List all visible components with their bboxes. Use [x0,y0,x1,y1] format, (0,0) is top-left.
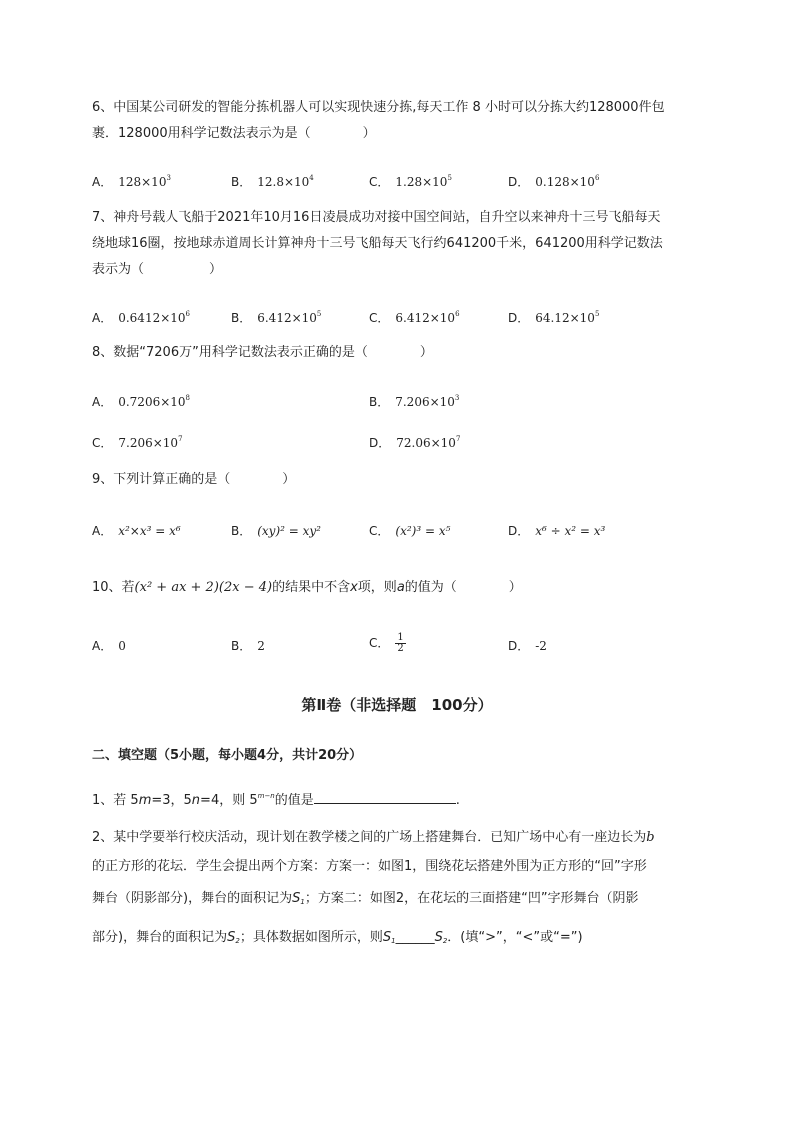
s-symbol: S [227,930,236,945]
fraction-numerator: 1 [397,632,404,643]
fill2-line1 [92,828,655,848]
option-exponent: 5 [447,174,452,182]
q6-option-b[interactable] [231,169,314,191]
fill1-stem [92,786,460,811]
q7-option-b[interactable] [231,305,321,327]
fill1-var-m: m [138,793,152,808]
option-expression: (xy)² = xy² [257,524,321,538]
fill2-line4b: ；具体数据如图所示，则 [239,930,383,945]
fill1-end: . [455,793,460,808]
s-subscript: 2 [442,937,448,945]
option-exponent: 8 [185,394,190,402]
option-label: D． [508,524,530,538]
option-label: C． [369,636,390,650]
q7-stem-line1: 7、神舟号载人飞船于2021年10月16日凌晨成功对接中国空间站，自升空以来神舟十三号飞船每天 [92,210,661,225]
option-exponent: 6 [455,310,460,318]
q10-mid1: 的结果中不含 [272,580,351,595]
section2-title: 二、填空题（5小题，每小题4分，共计20分） [92,748,363,763]
q10-expression: (x² + ax + 2)(2x − 4) [134,580,273,595]
option-label: B． [231,311,252,325]
option-label: C． [369,175,390,189]
option-exponent: 5 [316,310,322,318]
q8-option-a[interactable] [92,389,190,411]
q7-option-d[interactable] [508,305,599,327]
q7-option-a[interactable] [92,305,190,327]
option-base: 64.12×10 [535,311,595,325]
part2-title: 第Ⅱ卷（非选择题 100分） [301,696,493,714]
option-exponent: 3 [166,174,171,182]
fraction [395,633,405,654]
q8-option-c[interactable] [92,430,183,452]
option-base: 12.8×10 [257,175,310,189]
q8-option-d[interactable] [369,430,460,452]
q10-var-a: a [396,580,405,595]
option-expression: x²×x³ = x⁶ [118,524,181,538]
s-symbol: S [434,930,443,945]
fill1-exponent: m−n [257,792,275,800]
q8-option-b[interactable] [369,389,459,411]
option-exponent: 6 [594,174,600,182]
s-symbol: S [292,891,301,906]
option-exponent: 7 [178,435,183,443]
q8-stem: 8、数据“7206万”用科学记数法表示正确的是（ ） [92,345,433,360]
option-base: 6.412×10 [257,311,317,325]
q7-option-c[interactable] [369,305,460,327]
s-subscript: 1 [300,898,305,906]
option-base: 0.6412×10 [118,311,186,325]
q10-mid2: 项，则 [357,580,397,595]
q9-option-d[interactable] [508,522,605,540]
q6-option-a[interactable] [92,169,171,191]
option-exponent: 4 [309,174,314,182]
option-value: 0 [118,639,126,653]
option-label: C． [369,524,390,538]
fill2-line3 [92,889,639,912]
fill2-line1-text: 2、某中学要举行校庆活动，现计划在教学楼之间的广场上搭建舞台．已知广场中心有一座边长为 [92,830,647,845]
q9-option-c[interactable] [369,522,450,540]
option-label: A． [92,175,113,189]
fill2-line4 [92,928,583,951]
option-base: 128×10 [118,175,167,189]
option-expression: (x²)³ = x⁵ [395,524,451,538]
option-label: C． [92,436,113,450]
option-base: 0.7206×10 [118,395,186,409]
option-exponent: 6 [185,310,190,318]
fill2-line3a: 舞台（阴影部分)，舞台的面积记为 [92,891,293,906]
option-expression: x⁶ ÷ x² = x³ [535,524,606,538]
fill1-eq1: =3，5 [151,793,192,808]
option-exponent: 5 [594,310,600,318]
option-label: B． [231,524,252,538]
q9-option-a[interactable] [92,522,181,540]
option-base: 1.28×10 [395,175,448,189]
option-label: D． [369,436,391,450]
fill2-line4d: ．(填“>”，“<”或“=”) [447,930,583,945]
option-label: B． [231,639,252,653]
option-label: D． [508,311,530,325]
q6-option-d[interactable] [508,169,599,191]
fill1-var-n: n [191,793,201,808]
q10-prefix: 10、若 [92,580,135,595]
fill2-line4a: 部分)，舞台的面积记为 [92,930,228,945]
fraction-denominator: 2 [397,643,404,654]
option-base: 0.128×10 [535,175,595,189]
s-subscript: 2 [235,937,240,945]
fill2-line2: 的正方形的花坛．学生会提出两个方案：方案一：如图1，围绕花坛搭建外围为正方形的“回”字形 [92,859,647,874]
option-label: A． [92,524,113,538]
q7-stem-line3: 表示为（ ） [92,262,223,277]
fill1-answer-blank[interactable] [314,803,456,804]
fill2-answer-blank[interactable]: ______ [395,930,435,945]
fill2-s1 [292,891,305,906]
option-label: A． [92,395,113,409]
q10-option-b[interactable] [231,637,265,655]
option-base: 7.206×10 [118,436,179,450]
fill2-s2-compare [435,930,448,945]
fill2-line3b: ；方案二：如图2，在花坛的三面搭建“凹”字形舞台（阴影 [304,891,639,906]
q10-option-c[interactable] [369,633,406,654]
fill2-s1-compare [383,930,396,945]
option-exponent: 3 [454,394,460,402]
option-label: A． [92,639,113,653]
q9-stem: 9、下列计算正确的是（ ） [92,472,296,487]
option-base: 7.206×10 [395,395,455,409]
q6-stem-line2: 裹．128000用科学记数法表示为是（ ） [92,126,376,141]
fill2-var-b: b [646,830,655,845]
fill1-suffix: 的值是 [274,793,314,808]
option-label: D． [508,175,530,189]
option-exponent: 7 [455,435,461,443]
q10-option-d[interactable] [508,637,547,655]
option-value: -2 [535,639,547,653]
option-label: C． [369,311,390,325]
s-symbol: S [382,930,392,945]
q10-var-x: x [350,580,358,595]
option-base: 72.06×10 [396,436,456,450]
q7-stem-line2: 绕地球16圈，按地球赤道周长计算神舟十三号飞船每天飞行约641200千米，641200用科学记数法 [92,236,663,251]
option-value: 2 [257,639,265,653]
q6-option-c[interactable] [369,169,452,191]
fill1-prefix: 1、若 5 [92,793,139,808]
fill2-s2 [227,930,240,945]
option-label: B． [231,175,252,189]
q9-option-b[interactable] [231,522,321,540]
option-base: 6.412×10 [395,311,456,325]
option-label: B． [369,395,390,409]
q10-suffix: 的值为（ ） [404,580,522,595]
option-label: A． [92,311,113,325]
fill1-eq2: =4，则 5 [200,793,258,808]
s-subscript: 1 [391,937,396,945]
q10-option-a[interactable] [92,637,126,655]
option-label: D． [508,639,530,653]
q6-stem-line1: 6、中国某公司研发的智能分拣机器人可以实现快速分拣,每天工作 8 小时可以分拣大约128000件包 [92,100,665,115]
q10-stem [92,578,522,598]
